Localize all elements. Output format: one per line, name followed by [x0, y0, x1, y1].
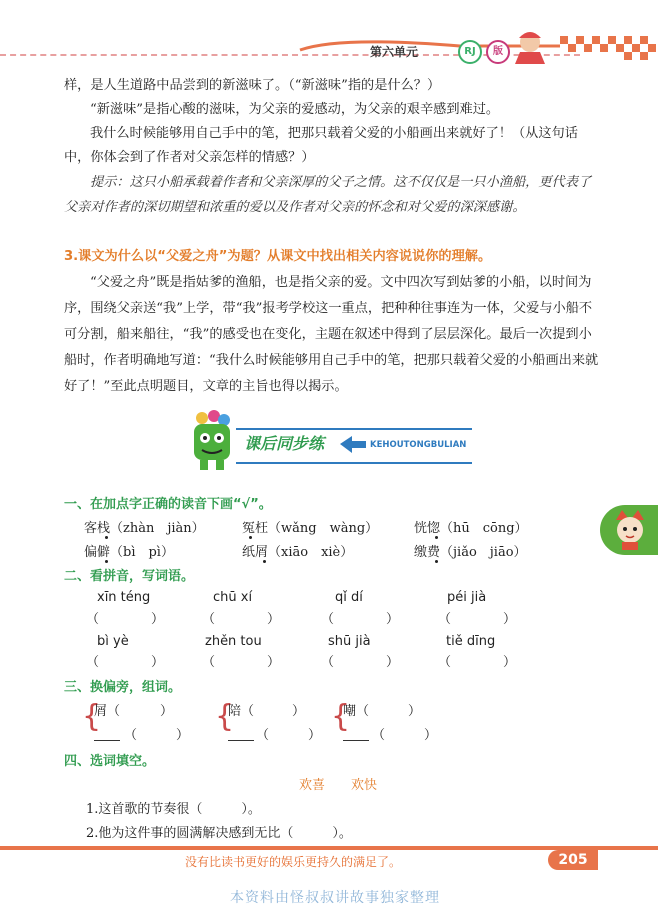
- section-3-title: 三、换偏旁，组词。: [64, 680, 182, 695]
- reading-item-6[interactable]: 缴费（jiǎo jiāo）: [414, 545, 527, 560]
- emphasis-dot: [263, 560, 266, 563]
- version-badge: 版: [486, 40, 510, 64]
- emphasis-dot: [105, 536, 108, 539]
- answer-blank[interactable]: （ ）: [321, 612, 400, 627]
- answer-blank[interactable]: （ ）: [86, 612, 165, 627]
- text-line-1: 样，是人生道路中品尝到的新滋味了。（“新滋味”指的是什么？）: [64, 78, 441, 93]
- fill-underline[interactable]: [94, 726, 120, 741]
- cartoon-girl-icon: [505, 28, 555, 64]
- answer-blank[interactable]: （ ）: [86, 655, 165, 670]
- sub-blank[interactable]: （ ）: [256, 728, 322, 743]
- source-watermark: 本资料由怪叔叔讲故事独家整理: [230, 890, 440, 906]
- pinyin-4: péi jià: [447, 590, 487, 605]
- section-1-title: 一、在加点字正确的读音下画“√”。: [64, 497, 272, 512]
- emphasis-dot: [249, 536, 252, 539]
- brace-icon: {: [331, 699, 351, 734]
- hint-text: 提示：这只小船承载着作者和父亲深厚的父子之情。这不仅仅是一只小渔船，更代表了父亲对作者的深切期望和浓重的爱以及作者对父亲的怀念和对父爱的深深感谢。: [64, 175, 592, 215]
- blank-close: ）: [160, 704, 174, 719]
- emphasis-dot: [435, 560, 438, 563]
- footer-quote: 没有比读书更好的娱乐更持久的满足了。: [185, 855, 402, 869]
- checker-pattern-icon: [560, 36, 658, 60]
- answer-blank[interactable]: （ ）: [321, 655, 400, 670]
- radical-char-2: 陪（: [228, 704, 255, 719]
- answer-blank[interactable]: （ ）: [202, 655, 281, 670]
- pinyin-2: chū xí: [213, 590, 253, 605]
- green-mascot-icon: [190, 410, 234, 472]
- answer-blank[interactable]: （ ）: [202, 612, 281, 627]
- word-choices: 欢喜 欢快: [299, 778, 378, 793]
- pinyin-8: tiě dīng: [446, 634, 496, 649]
- blank-close: ）: [292, 704, 306, 719]
- reading-item-4[interactable]: 偏僻（bì pì）: [84, 545, 174, 560]
- pinyin-5: bì yè: [97, 634, 129, 649]
- emphasis-dot: [105, 560, 108, 563]
- section-4-title: 四、选词填空。: [64, 754, 156, 769]
- pinyin-7: shū jià: [328, 634, 371, 649]
- banner-title: 课后同步练: [244, 434, 325, 453]
- section-2-title: 二、看拼音，写词语。: [64, 569, 195, 584]
- sub-blank[interactable]: （ ）: [372, 728, 438, 743]
- sentence-2: 2.他为这件事的圆满解决感到无比（ ）。: [86, 826, 352, 841]
- pinyin-6: zhěn tou: [205, 634, 262, 649]
- pinyin-1: xīn téng: [97, 590, 151, 605]
- fill-underline[interactable]: [343, 726, 369, 741]
- reading-item-5[interactable]: 纸屑（xiāo xiè）: [242, 545, 354, 560]
- question-3-title: 3.课文为什么以“父爱之舟”为题？从课文中找出相关内容说说你的理解。: [64, 249, 492, 264]
- answer-blank[interactable]: （ ）: [438, 612, 517, 627]
- page-number: 205: [548, 850, 598, 870]
- pointing-hand-icon: [338, 432, 368, 456]
- blank-close: ）: [408, 704, 422, 719]
- radical-char-3: 嘲（: [343, 704, 370, 719]
- brace-icon: {: [82, 699, 102, 734]
- answer-1: “新滋味”是指心酸的滋味，为父亲的爱感动，为父亲的艰辛感到难过。: [90, 102, 500, 117]
- radical-char-1: 屑（: [94, 704, 121, 719]
- brace-icon: {: [215, 699, 235, 734]
- banner-pinyin: KEHOUTONGBULIAN: [370, 440, 467, 450]
- pinyin-3: qǐ dí: [335, 590, 363, 605]
- reading-item-3[interactable]: 恍惚（hū cōng）: [414, 521, 528, 536]
- answer-blank[interactable]: （ ）: [438, 655, 517, 670]
- question-3-answer: “父爱之舟”既是指姑爹的渔船，也是指父亲的爱。文中四次写到姑爹的小船，以时间为序，围绕父亲送“我”上学，带“我”报考学校这一重点，把种种往事连为一体，父爱与小船不可分割，船来船往，“我”的感受也在变化，主题在叙述中得到了层层深化。最后一次提到小船时，作者明确地写道：“我什么时候能够用自己手中的笔，把那只载着父爱的小船画出来就好了！”至此点明题目，文章的主旨也得以揭示。: [64, 275, 599, 394]
- question-2: 我什么时候能够用自己手中的笔，把那只载着父爱的小船画出来就好了！（从这句话中，你体会到了作者对父亲怎样的情感？）: [64, 126, 578, 165]
- edition-badge: RJ: [458, 40, 482, 64]
- emphasis-dot: [435, 536, 438, 539]
- sentence-1: 1.这首歌的节奏很（ ）。: [86, 802, 261, 817]
- sub-blank[interactable]: （ ）: [124, 728, 190, 743]
- unit-label: 第六单元: [370, 45, 419, 59]
- reading-item-1[interactable]: 客栈（zhàn jiàn）: [84, 521, 205, 536]
- fill-underline[interactable]: [228, 726, 254, 741]
- fox-mascot-icon: [612, 510, 648, 550]
- reading-item-2[interactable]: 冤枉（wǎng wàng）: [242, 521, 379, 536]
